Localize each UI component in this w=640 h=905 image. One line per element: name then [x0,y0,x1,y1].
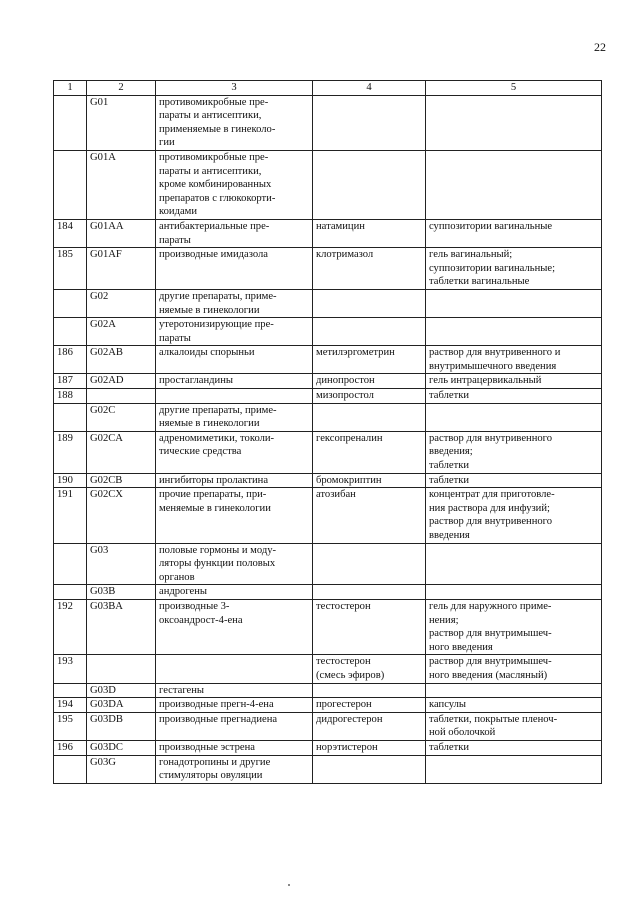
atc-code-cell: G03B [87,585,156,600]
row-number-cell: 187 [54,374,87,389]
atc-code-cell: G03 [87,543,156,585]
group-name-cell: другие препараты, приме- няемые в гинекологии [156,289,313,317]
column-header: 2 [87,81,156,96]
group-name-cell: противомикробные пре- параты и антисептики, применяемые в гинеколо- гии [156,95,313,150]
table-row [54,712,602,740]
group-name-cell: антибактериальные пре- параты [156,219,313,247]
drug-name-cell [313,318,426,346]
row-number-cell [54,543,87,585]
table-row [54,431,602,473]
table-row [54,346,602,374]
table-row [54,585,602,600]
drug-name-cell: норэтистерон [313,740,426,755]
atc-code-cell: G02CB [87,473,156,488]
table-header-row [54,81,602,96]
dosage-form-cell [426,289,602,317]
group-name-cell: производные 3- оксоандрост-4-ена [156,599,313,654]
atc-code-cell: G03BA [87,599,156,654]
drug-name-cell: бромокриптин [313,473,426,488]
column-header: 4 [313,81,426,96]
group-name-cell: андрогены [156,585,313,600]
table-row [54,374,602,389]
row-number-cell [54,95,87,150]
atc-code-cell: G03DA [87,698,156,713]
table-row [54,318,602,346]
dosage-form-cell: раствор для внутривенного и внутримышечного введения [426,346,602,374]
atc-code-cell: G01 [87,95,156,150]
row-number-cell: 184 [54,219,87,247]
table-row [54,740,602,755]
drug-name-cell: натамицин [313,219,426,247]
table-row [54,683,602,698]
dosage-form-cell: концентрат для приготовле- ния раствора для инфузий; раствор для внутривенного введения [426,488,602,543]
table-row [54,219,602,247]
drug-name-cell: мизопростол [313,389,426,404]
dosage-form-cell: раствор для внутримышеч- ного введения (масляный) [426,655,602,683]
column-header: 1 [54,81,87,96]
drug-name-cell: гексопреналин [313,431,426,473]
group-name-cell [156,655,313,683]
group-name-cell: адреномиметики, токоли- тические средства [156,431,313,473]
atc-code-cell [87,389,156,404]
atc-code-cell: G01AF [87,248,156,290]
atc-code-cell: G03D [87,683,156,698]
row-number-cell [54,755,87,783]
dosage-form-cell: гель вагинальный; суппозитории вагинальные; таблетки вагинальные [426,248,602,290]
dosage-form-cell [426,585,602,600]
row-number-cell [54,318,87,346]
drug-name-cell [313,150,426,219]
atc-code-cell: G01A [87,150,156,219]
dosage-form-cell [426,543,602,585]
row-number-cell: 195 [54,712,87,740]
row-number-cell: 189 [54,431,87,473]
dosage-form-cell: таблетки, покрытые пленоч- ной оболочкой [426,712,602,740]
table-row [54,488,602,543]
row-number-cell: 185 [54,248,87,290]
row-number-cell [54,585,87,600]
table-row [54,389,602,404]
group-name-cell: гонадотропины и другие стимуляторы овуляции [156,755,313,783]
table-row [54,473,602,488]
dosage-form-cell [426,318,602,346]
table-row [54,543,602,585]
dosage-form-cell: таблетки [426,473,602,488]
row-number-cell: 193 [54,655,87,683]
table-row [54,150,602,219]
group-name-cell [156,389,313,404]
dosage-form-cell: гель для наружного приме- нения; раствор для внутримышеч- ного введения [426,599,602,654]
page-number: 22 [594,40,606,54]
row-number-cell [54,403,87,431]
group-name-cell: алкалоиды спорыньи [156,346,313,374]
table-body [54,95,602,783]
drug-name-cell [313,403,426,431]
drug-name-cell: дидрогестерон [313,712,426,740]
atc-code-cell: G02CX [87,488,156,543]
dosage-form-cell [426,755,602,783]
group-name-cell: утеротонизирующие пре- параты [156,318,313,346]
atc-code-cell: G02 [87,289,156,317]
scan-speck [288,884,290,886]
group-name-cell: прочие препараты, при- меняемые в гинекологии [156,488,313,543]
drug-name-cell: тестостерон [313,599,426,654]
drug-name-cell: клотримазол [313,248,426,290]
group-name-cell: половые гормоны и моду- ляторы функции половых органов [156,543,313,585]
atc-code-cell [87,655,156,683]
atc-code-cell: G03G [87,755,156,783]
atc-code-cell: G02C [87,403,156,431]
row-number-cell: 186 [54,346,87,374]
table-row [54,248,602,290]
row-number-cell [54,683,87,698]
column-header: 3 [156,81,313,96]
dosage-form-cell: суппозитории вагинальные [426,219,602,247]
atc-code-cell: G02AB [87,346,156,374]
row-number-cell: 190 [54,473,87,488]
table-row [54,755,602,783]
row-number-cell: 194 [54,698,87,713]
drug-name-cell [313,683,426,698]
atc-code-cell: G03DC [87,740,156,755]
row-number-cell: 196 [54,740,87,755]
group-name-cell: гестагены [156,683,313,698]
column-header: 5 [426,81,602,96]
drug-name-cell: прогестерон [313,698,426,713]
row-number-cell [54,289,87,317]
drug-name-cell: атозибан [313,488,426,543]
dosage-form-cell: таблетки [426,389,602,404]
atc-code-cell: G02A [87,318,156,346]
table-row [54,599,602,654]
dosage-form-cell: гель интрацервикальный [426,374,602,389]
atc-code-cell: G03DB [87,712,156,740]
drug-name-cell: динопростон [313,374,426,389]
table-row [54,655,602,683]
drug-classification-table [53,80,602,784]
group-name-cell: производные прегнадиена [156,712,313,740]
table-row [54,698,602,713]
row-number-cell: 188 [54,389,87,404]
group-name-cell: простагландины [156,374,313,389]
dosage-form-cell [426,683,602,698]
group-name-cell: ингибиторы пролактина [156,473,313,488]
dosage-form-cell [426,95,602,150]
atc-code-cell: G02CA [87,431,156,473]
dosage-form-cell: таблетки [426,740,602,755]
atc-code-cell: G01AA [87,219,156,247]
group-name-cell: другие препараты, приме- няемые в гинекологии [156,403,313,431]
dosage-form-cell [426,403,602,431]
group-name-cell: производные имидазола [156,248,313,290]
group-name-cell: производные прегн-4-ена [156,698,313,713]
atc-code-cell: G02AD [87,374,156,389]
drug-name-cell [313,95,426,150]
drug-name-cell [313,289,426,317]
table-row [54,95,602,150]
table-row [54,289,602,317]
drug-name-cell: метилэргометрин [313,346,426,374]
row-number-cell [54,150,87,219]
dosage-form-cell: капсулы [426,698,602,713]
group-name-cell: противомикробные пре- параты и антисептики, кроме комбинированных препаратов с глюкокорти- коидами [156,150,313,219]
drug-name-cell: тестостерон (смесь эфиров) [313,655,426,683]
dosage-form-cell [426,150,602,219]
dosage-form-cell: раствор для внутривенного введения; таблетки [426,431,602,473]
drug-name-cell [313,585,426,600]
drug-name-cell [313,755,426,783]
table-row [54,403,602,431]
group-name-cell: производные эстрена [156,740,313,755]
row-number-cell: 192 [54,599,87,654]
row-number-cell: 191 [54,488,87,543]
drug-name-cell [313,543,426,585]
